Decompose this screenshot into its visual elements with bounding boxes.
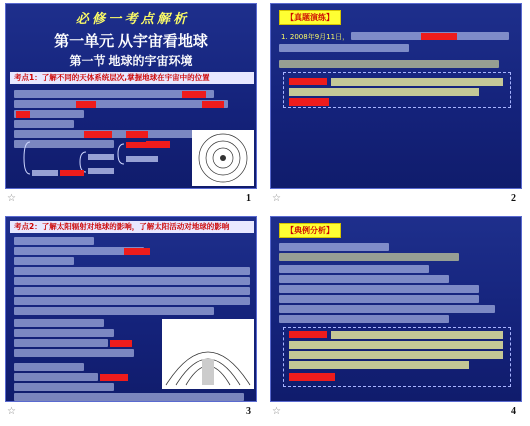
text-line [14, 277, 250, 285]
slide-4-footer [270, 406, 522, 422]
slide-1-band: 考点1：了解不同的天体系统层次,掌握地球在宇宙中的位置 [10, 72, 254, 84]
text-line [14, 257, 74, 265]
highlight [202, 101, 224, 108]
highlight [100, 374, 128, 381]
text-line [14, 120, 74, 128]
highlight [182, 91, 206, 98]
slide-1-canvas [5, 3, 257, 189]
text-line [14, 100, 228, 108]
slide-4-tag: 【典例分析】 [279, 223, 341, 238]
option-line [279, 253, 459, 261]
text-line [279, 265, 429, 273]
answer-line [289, 98, 329, 106]
text-line [279, 243, 389, 251]
text-line [14, 287, 250, 295]
text-line [279, 275, 449, 283]
slide-2-footer [270, 193, 522, 209]
slide-1-title: 必 修 一 考 点 解 析 [75, 11, 187, 26]
text-line [14, 393, 244, 401]
text-line [14, 319, 104, 327]
analysis-line [331, 331, 503, 339]
slide-2-question: 1. 2008年9月11日， [281, 33, 350, 41]
slide-thumbnail-1[interactable] [0, 0, 265, 213]
analysis-line [289, 351, 503, 359]
text-line [279, 285, 479, 293]
slide-1-section: 第一节 地球的宇宙环境 [69, 54, 193, 68]
slide-3-band: 考点2：了解太阳辐射对地球的影响，了解太阳活动对地球的影响 [10, 221, 254, 233]
analysis-label [289, 331, 327, 338]
slide-thumbnail-4[interactable] [265, 213, 530, 426]
slide-1-footer [5, 193, 257, 209]
text-line [14, 349, 134, 357]
star-icon: ☆ [272, 406, 281, 417]
star-icon: ☆ [7, 406, 16, 417]
highlight [76, 101, 96, 108]
slide-2-tag: 【真题演练】 [279, 10, 341, 25]
solar-system-diagram [192, 130, 254, 186]
slide-3-footer [5, 406, 257, 422]
text-line [14, 237, 94, 245]
hierarchy-diagram [20, 134, 190, 186]
highlight [110, 340, 132, 347]
slide-3-canvas [5, 216, 257, 402]
text-line [14, 329, 114, 337]
page-number: 1 [246, 193, 251, 204]
star-icon: ☆ [272, 193, 281, 204]
page-number: 2 [511, 193, 516, 204]
analysis-line [289, 88, 479, 96]
slide-4-canvas [270, 216, 522, 402]
highlight [124, 248, 150, 255]
text-line [14, 339, 108, 347]
text-line [279, 295, 479, 303]
text-line [279, 44, 409, 52]
atmosphere-diagram [162, 319, 254, 389]
text-line [14, 383, 114, 391]
analysis-label [289, 78, 327, 85]
text-line [14, 363, 84, 371]
text-line [279, 305, 495, 313]
text-line [14, 297, 250, 305]
answer-line [289, 373, 335, 381]
analysis-line [289, 341, 503, 349]
analysis-line [289, 361, 469, 369]
slide-thumbnail-2[interactable] [265, 0, 530, 213]
text-line [14, 307, 214, 315]
text-line [14, 373, 98, 381]
highlight [421, 33, 457, 40]
option-line [279, 60, 499, 68]
analysis-line [331, 78, 503, 86]
text-line [279, 315, 449, 323]
star-icon: ☆ [7, 193, 16, 204]
slide-thumbnail-3[interactable] [0, 213, 265, 426]
text-line [14, 267, 250, 275]
slide-2-canvas [270, 3, 522, 189]
page-number: 4 [511, 406, 516, 417]
page-number: 3 [246, 406, 251, 417]
slide-1-unit: 第一单元 从宇宙看地球 [54, 34, 208, 50]
highlight [16, 111, 30, 118]
